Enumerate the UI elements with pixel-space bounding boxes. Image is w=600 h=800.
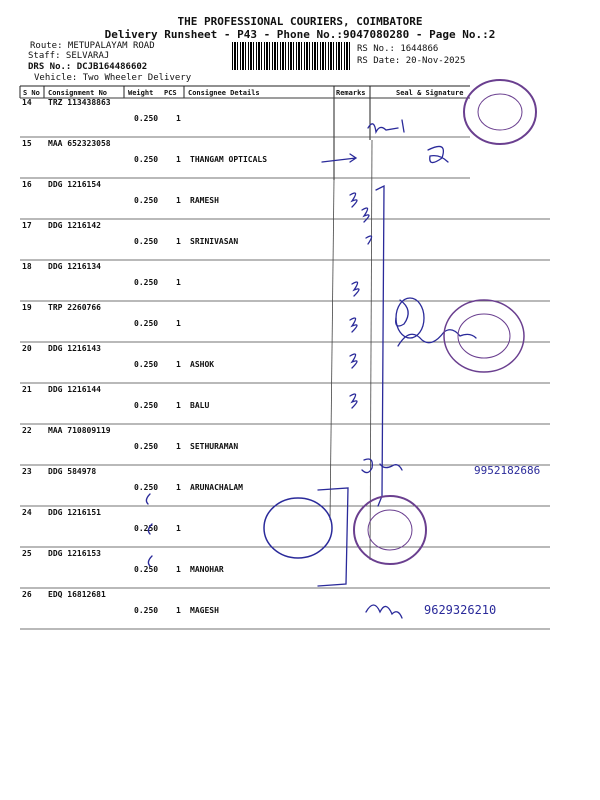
row-sno: 15 — [22, 139, 32, 148]
signature-mark — [366, 605, 402, 618]
row-consignee: RAMESH — [190, 196, 219, 205]
row-consignment: MAA 710809119 — [48, 426, 111, 435]
row-pcs: 1 — [176, 155, 181, 164]
row-consignee: ASHOK — [190, 360, 215, 369]
row-sno: 14 — [22, 98, 32, 107]
row-sno: 22 — [22, 426, 32, 435]
row-sno: 20 — [22, 344, 32, 353]
row-consignment: DDG 1216151 — [48, 508, 101, 517]
row-sno: 19 — [22, 303, 32, 312]
tick-mark — [368, 120, 404, 132]
row26-phone: 9629326210 — [424, 603, 497, 617]
row-weight: 0.250 — [134, 155, 159, 164]
stamp-middle — [444, 300, 524, 372]
company-title: THE PROFESSIONAL COURIERS, COIMBATORE — [177, 15, 423, 28]
signature-oval — [396, 298, 424, 338]
row-consignment: MAA 652323058 — [48, 139, 111, 148]
row-consignment: DDG 1216134 — [48, 262, 101, 271]
row-weight: 0.250 — [134, 237, 159, 246]
row23-phone: 9952182686 — [474, 464, 541, 477]
row-consignee: SETHURAMAN — [190, 442, 239, 451]
row-weight: 0.250 — [134, 483, 159, 492]
row-consignment: DDG 1216154 — [48, 180, 101, 189]
row-sno: 16 — [22, 180, 32, 189]
check-mark — [146, 494, 152, 566]
row-weight: 0.250 — [134, 319, 159, 328]
row-consignment: DDG 584978 — [48, 467, 97, 476]
rs-date: RS Date: 20-Nov-2025 — [357, 56, 466, 66]
row-pcs: 1 — [176, 278, 181, 287]
row-consignee: THANGAM OPTICALS — [190, 155, 268, 164]
row-pcs: 1 — [176, 196, 181, 205]
row-pcs: 1 — [176, 565, 181, 574]
col-header-pcs: PCS — [164, 89, 177, 97]
row-weight: 0.250 — [134, 565, 159, 574]
row-consignment: TRP 2260766 — [48, 303, 101, 312]
row24-bracket — [318, 488, 348, 586]
col-header-weight: Weight — [128, 89, 154, 97]
row-weight: 0.250 — [134, 524, 159, 533]
arrow-mark — [322, 154, 356, 162]
row-weight: 0.250 — [134, 401, 159, 410]
row-consignee: BALU — [190, 401, 210, 410]
row-sno: 23 — [22, 467, 32, 476]
row-consignment: EDQ 16812681 — [48, 590, 106, 599]
squiggle-column — [350, 193, 372, 408]
row-pcs: 1 — [176, 114, 181, 123]
row-consignment: TRZ 113438863 — [48, 98, 111, 107]
row-pcs: 1 — [176, 606, 181, 615]
row-consignee: ARUNACHALAM — [190, 483, 243, 492]
drs-number: DRS No.: DCJB164486602 — [28, 62, 148, 72]
col-header-consignee: Consignee Details — [188, 89, 260, 97]
signature-circle — [264, 498, 332, 558]
row-sno: 17 — [22, 221, 32, 230]
row-consignment: DDG 1216142 — [48, 221, 101, 230]
col-header-sno: S No — [23, 89, 40, 97]
row-weight: 0.250 — [134, 442, 159, 451]
rs-number: RS No.: 1644866 — [357, 44, 439, 54]
row-weight: 0.250 — [134, 114, 159, 123]
signature-mark — [428, 146, 448, 162]
row-consignment: DDG 1216144 — [48, 385, 101, 394]
runsheet-subtitle: Delivery Runsheet - P43 - Phone No.:9047080280 - Page No.:2 — [104, 28, 496, 41]
row-pcs: 1 — [176, 442, 181, 451]
row-consignment: DDG 1216143 — [48, 344, 101, 353]
stamp-bottom — [354, 496, 426, 564]
row-sno: 24 — [22, 508, 32, 517]
row-weight: 0.250 — [134, 606, 159, 615]
col-header-seal: Seal & Signature — [396, 89, 464, 97]
row-consignee: MANOHAR — [190, 565, 224, 574]
col-header-remarks: Remarks — [336, 89, 366, 97]
row-pcs: 1 — [176, 401, 181, 410]
row-consignee: SRINIVASAN — [190, 237, 239, 246]
vehicle-label: Vehicle: Two Wheeler Delivery — [34, 73, 192, 83]
row-sno: 26 — [22, 590, 32, 599]
row-weight: 0.250 — [134, 196, 159, 205]
row-sno: 25 — [22, 549, 32, 558]
row-pcs: 1 — [176, 483, 181, 492]
route-label: Route: METUPALAYAM ROAD — [30, 41, 155, 51]
row-consignee: MAGESH — [190, 606, 219, 615]
col-header-consignment: Consignment No — [48, 89, 108, 97]
row-pcs: 1 — [176, 360, 181, 369]
bracket-line — [376, 186, 384, 506]
row-sno: 21 — [22, 385, 32, 394]
row-weight: 0.250 — [134, 360, 159, 369]
row-pcs: 1 — [176, 319, 181, 328]
row-consignment: DDG 1216153 — [48, 549, 101, 558]
stamp-top — [464, 80, 536, 144]
row-pcs: 1 — [176, 524, 181, 533]
staff-label: Staff: SELVARAJ — [28, 51, 110, 61]
row-weight: 0.250 — [134, 278, 159, 287]
row-sno: 18 — [22, 262, 32, 271]
row-pcs: 1 — [176, 237, 181, 246]
signature-mark — [396, 300, 409, 326]
